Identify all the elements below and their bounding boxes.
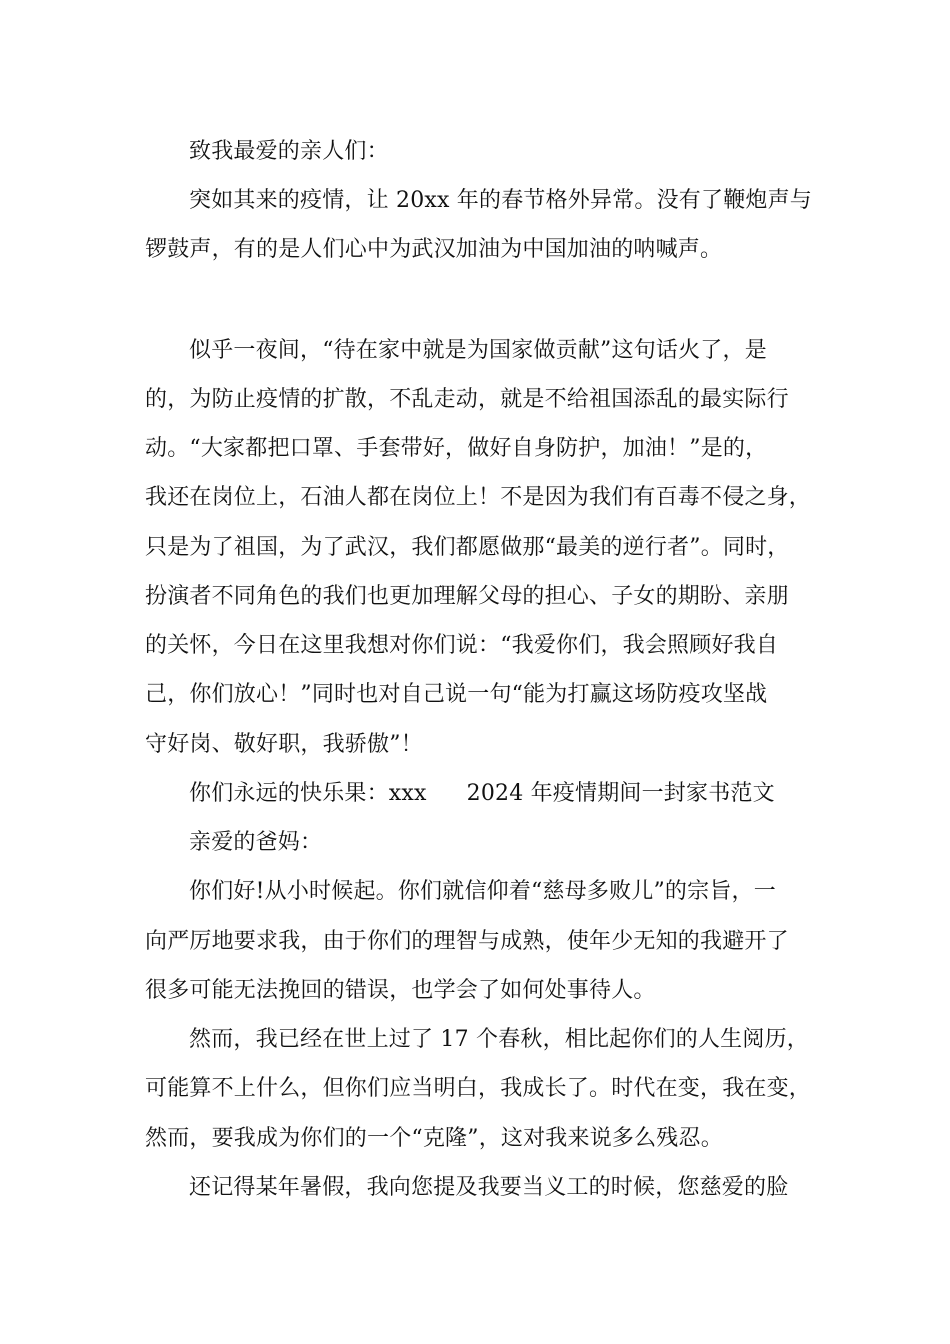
salutation-1: 致我最爱的亲人们：	[189, 139, 389, 164]
letter2-paragraph-2-line-3: 然而，要我成为你们的一个“克隆”，这对我来说多么残忍。	[145, 1126, 723, 1151]
letter2-paragraph-2-line-2: 可能算不上什么，但你们应当明白，我成长了。时代在变，我在变，	[145, 1076, 812, 1101]
next-letter-title: 2024 年疫情期间一封家书范文	[466, 781, 775, 806]
paragraph-2-line-1: 似乎一夜间，“待在家中就是为国家做贡献”这句话火了，是	[189, 338, 767, 363]
paragraph-2-line-6: 扮演者不同角色的我们也更加理解父母的担心、子女的期盼、亲朋	[145, 584, 789, 609]
signature: 你们永远的快乐果：xxx	[189, 781, 427, 806]
paragraph-2-line-4: 我还在岗位上，石油人都在岗位上！不是因为我们有百毒不侵之身，	[145, 485, 812, 510]
paragraph-1-line-1: 突如其来的疫情，让 20xx 年的春节格外异常。没有了鞭炮声与	[189, 188, 812, 213]
paragraph-2-line-8: 己，你们放心！”同时也对自己说一句“能为打赢这场防疫攻坚战	[145, 682, 768, 707]
paragraph-2-line-7: 的关怀，今日在这里我想对你们说：“我爱你们，我会照顾好我自	[145, 633, 779, 658]
letter2-paragraph-1-line-1: 你们好!从小时候起。你们就信仰着“慈母多败儿”的宗旨，一	[189, 879, 776, 904]
paragraph-2-line-9: 守好岗、敬好职，我骄傲”！	[145, 732, 423, 757]
paragraph-2-line-5: 只是为了祖国，为了武汉，我们都愿做那“最美的逆行者”。同时，	[145, 535, 790, 560]
letter2-paragraph-3-line-1: 还记得某年暑假，我向您提及我要当义工的时候，您慈爱的脸	[189, 1175, 789, 1200]
paragraph-1-line-2: 锣鼓声，有的是人们心中为武汉加油为中国加油的呐喊声。	[145, 237, 723, 262]
paragraph-2-line-2: 的，为防止疫情的扩散，不乱走动，就是不给祖国添乱的最实际行	[145, 387, 789, 412]
paragraph-2-line-3: 动。“大家都把口罩、手套带好，做好自身防护，加油！”是的，	[145, 436, 768, 461]
letter2-paragraph-1-line-2: 向严厉地要求我，由于你们的理智与成熟，使年少无知的我避开了	[145, 929, 789, 954]
letter2-paragraph-1-line-3: 很多可能无法挽回的错误，也学会了如何处事待人。	[145, 978, 656, 1003]
letter2-paragraph-2-line-1: 然而，我已经在世上过了 17 个春秋，相比起你们的人生阅历，	[189, 1027, 809, 1052]
signature-line	[189, 779, 869, 809]
salutation-2: 亲爱的爸妈：	[189, 830, 323, 855]
